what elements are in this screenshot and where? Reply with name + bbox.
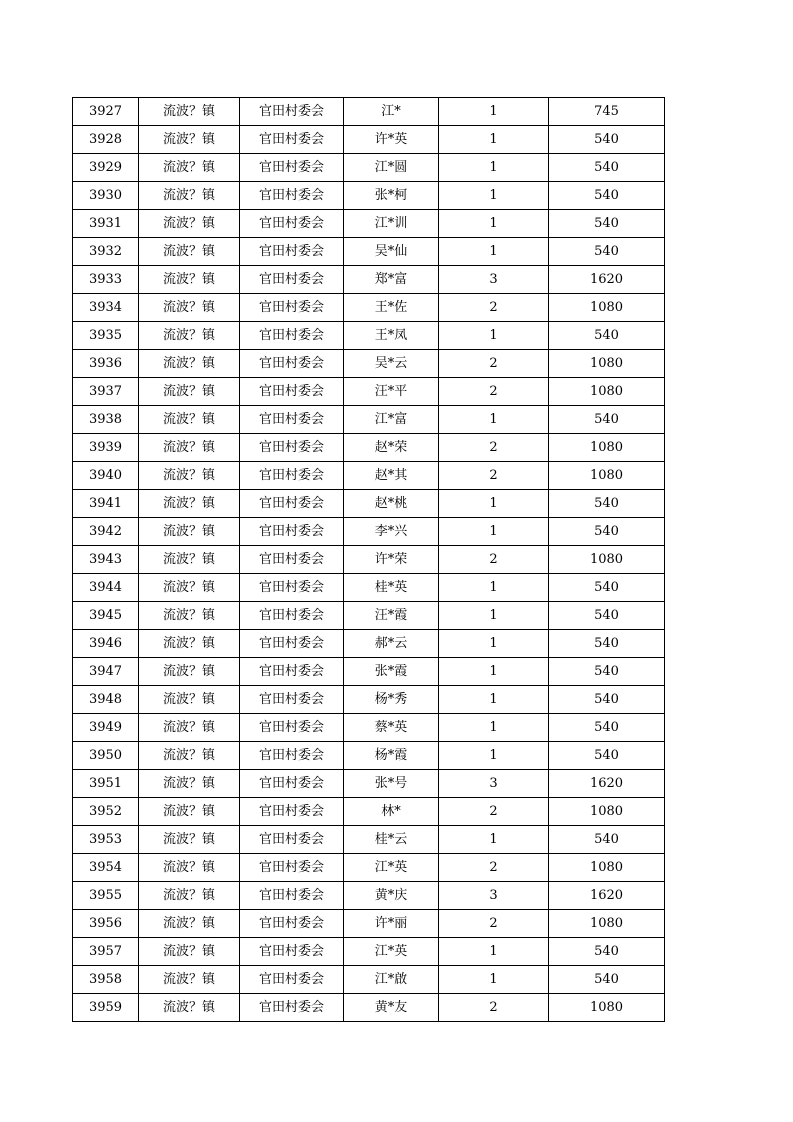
serial-number-cell: 3953 — [73, 826, 139, 854]
name-cell: 江*富 — [344, 406, 439, 434]
table-row — [73, 154, 665, 182]
count-cell: 1 — [439, 630, 549, 658]
table-row — [73, 770, 665, 798]
serial-number-cell: 3941 — [73, 490, 139, 518]
village-committee-cell: 官田村委会 — [240, 826, 344, 854]
town-cell: 流波？镇 — [139, 994, 240, 1022]
town-cell: 流波？镇 — [139, 210, 240, 238]
village-committee-cell: 官田村委会 — [240, 854, 344, 882]
table-row — [73, 462, 665, 490]
count-cell: 2 — [439, 546, 549, 574]
serial-number-cell: 3955 — [73, 882, 139, 910]
count-cell: 1 — [439, 182, 549, 210]
count-cell: 1 — [439, 742, 549, 770]
table-row — [73, 658, 665, 686]
village-committee-cell: 官田村委会 — [240, 490, 344, 518]
serial-number-cell: 3954 — [73, 854, 139, 882]
amount-cell: 540 — [549, 182, 665, 210]
serial-number-cell: 3932 — [73, 238, 139, 266]
serial-number-cell: 3951 — [73, 770, 139, 798]
count-cell: 1 — [439, 574, 549, 602]
count-cell: 1 — [439, 658, 549, 686]
count-cell: 1 — [439, 406, 549, 434]
table-row — [73, 602, 665, 630]
document-sheet — [72, 97, 665, 1022]
village-committee-cell: 官田村委会 — [240, 266, 344, 294]
village-committee-cell: 官田村委会 — [240, 294, 344, 322]
amount-cell: 540 — [549, 714, 665, 742]
count-cell: 2 — [439, 462, 549, 490]
amount-cell: 540 — [549, 686, 665, 714]
town-cell: 流波？镇 — [139, 126, 240, 154]
village-committee-cell: 官田村委会 — [240, 714, 344, 742]
table-row — [73, 350, 665, 378]
count-cell: 1 — [439, 518, 549, 546]
name-cell: 许*英 — [344, 126, 439, 154]
count-cell: 3 — [439, 882, 549, 910]
village-committee-cell: 官田村委会 — [240, 910, 344, 938]
table-row — [73, 238, 665, 266]
village-committee-cell: 官田村委会 — [240, 798, 344, 826]
name-cell: 江*英 — [344, 854, 439, 882]
amount-cell: 1080 — [549, 378, 665, 406]
table-row — [73, 966, 665, 994]
serial-number-cell: 3943 — [73, 546, 139, 574]
amount-cell: 1620 — [549, 882, 665, 910]
count-cell: 1 — [439, 826, 549, 854]
village-committee-cell: 官田村委会 — [240, 378, 344, 406]
village-committee-cell: 官田村委会 — [240, 434, 344, 462]
name-cell: 张*霞 — [344, 658, 439, 686]
table-row — [73, 714, 665, 742]
amount-cell: 540 — [549, 210, 665, 238]
serial-number-cell: 3936 — [73, 350, 139, 378]
table-row — [73, 434, 665, 462]
name-cell: 吴*云 — [344, 350, 439, 378]
serial-number-cell: 3930 — [73, 182, 139, 210]
serial-number-cell: 3945 — [73, 602, 139, 630]
name-cell: 李*兴 — [344, 518, 439, 546]
name-cell: 许*荣 — [344, 546, 439, 574]
count-cell: 1 — [439, 966, 549, 994]
amount-cell: 1080 — [549, 350, 665, 378]
amount-cell: 540 — [549, 742, 665, 770]
count-cell: 1 — [439, 490, 549, 518]
village-committee-cell: 官田村委会 — [240, 126, 344, 154]
village-committee-cell: 官田村委会 — [240, 546, 344, 574]
name-cell: 张*柯 — [344, 182, 439, 210]
name-cell: 汪*霞 — [344, 602, 439, 630]
amount-cell: 1080 — [549, 462, 665, 490]
table-row — [73, 378, 665, 406]
serial-number-cell: 3944 — [73, 574, 139, 602]
town-cell: 流波？镇 — [139, 266, 240, 294]
amount-cell: 1080 — [549, 854, 665, 882]
amount-cell: 540 — [549, 630, 665, 658]
table-row — [73, 322, 665, 350]
amount-cell: 540 — [549, 574, 665, 602]
name-cell: 汪*平 — [344, 378, 439, 406]
count-cell: 2 — [439, 854, 549, 882]
amount-cell: 540 — [549, 602, 665, 630]
count-cell: 1 — [439, 238, 549, 266]
town-cell: 流波？镇 — [139, 658, 240, 686]
serial-number-cell: 3933 — [73, 266, 139, 294]
town-cell: 流波？镇 — [139, 742, 240, 770]
serial-number-cell: 3928 — [73, 126, 139, 154]
table-row — [73, 994, 665, 1022]
amount-cell: 540 — [549, 826, 665, 854]
village-committee-cell: 官田村委会 — [240, 574, 344, 602]
amount-cell: 540 — [549, 658, 665, 686]
table-row — [73, 546, 665, 574]
amount-cell: 745 — [549, 98, 665, 126]
town-cell: 流波？镇 — [139, 826, 240, 854]
village-committee-cell: 官田村委会 — [240, 238, 344, 266]
town-cell: 流波？镇 — [139, 490, 240, 518]
town-cell: 流波？镇 — [139, 798, 240, 826]
serial-number-cell: 3929 — [73, 154, 139, 182]
table-row — [73, 854, 665, 882]
serial-number-cell: 3948 — [73, 686, 139, 714]
count-cell: 2 — [439, 994, 549, 1022]
count-cell: 2 — [439, 434, 549, 462]
name-cell: 吴*仙 — [344, 238, 439, 266]
table-row — [73, 938, 665, 966]
village-committee-cell: 官田村委会 — [240, 210, 344, 238]
town-cell: 流波？镇 — [139, 350, 240, 378]
count-cell: 3 — [439, 266, 549, 294]
serial-number-cell: 3952 — [73, 798, 139, 826]
table-row — [73, 98, 665, 126]
town-cell: 流波？镇 — [139, 462, 240, 490]
town-cell: 流波？镇 — [139, 854, 240, 882]
count-cell: 1 — [439, 686, 549, 714]
town-cell: 流波？镇 — [139, 322, 240, 350]
count-cell: 2 — [439, 350, 549, 378]
name-cell: 江*啟 — [344, 966, 439, 994]
table-body — [73, 98, 665, 1022]
name-cell: 赵*桃 — [344, 490, 439, 518]
name-cell: 桂*英 — [344, 574, 439, 602]
table-row — [73, 686, 665, 714]
amount-cell: 540 — [549, 322, 665, 350]
name-cell: 赵*其 — [344, 462, 439, 490]
table-row — [73, 266, 665, 294]
village-committee-cell: 官田村委会 — [240, 686, 344, 714]
serial-number-cell: 3934 — [73, 294, 139, 322]
town-cell: 流波？镇 — [139, 770, 240, 798]
town-cell: 流波？镇 — [139, 378, 240, 406]
town-cell: 流波？镇 — [139, 182, 240, 210]
table-row — [73, 742, 665, 770]
village-committee-cell: 官田村委会 — [240, 658, 344, 686]
village-committee-cell: 官田村委会 — [240, 994, 344, 1022]
town-cell: 流波？镇 — [139, 938, 240, 966]
name-cell: 许*丽 — [344, 910, 439, 938]
town-cell: 流波？镇 — [139, 154, 240, 182]
amount-cell: 540 — [549, 238, 665, 266]
table-row — [73, 406, 665, 434]
name-cell: 杨*秀 — [344, 686, 439, 714]
count-cell: 1 — [439, 322, 549, 350]
name-cell: 杨*霞 — [344, 742, 439, 770]
name-cell: 江*英 — [344, 938, 439, 966]
amount-cell: 1080 — [549, 434, 665, 462]
amount-cell: 540 — [549, 406, 665, 434]
town-cell: 流波？镇 — [139, 98, 240, 126]
amount-cell: 1080 — [549, 798, 665, 826]
village-committee-cell: 官田村委会 — [240, 182, 344, 210]
serial-number-cell: 3959 — [73, 994, 139, 1022]
village-committee-cell: 官田村委会 — [240, 882, 344, 910]
name-cell: 王*佐 — [344, 294, 439, 322]
amount-cell: 1080 — [549, 994, 665, 1022]
serial-number-cell: 3947 — [73, 658, 139, 686]
town-cell: 流波？镇 — [139, 686, 240, 714]
serial-number-cell: 3949 — [73, 714, 139, 742]
town-cell: 流波？镇 — [139, 574, 240, 602]
village-committee-cell: 官田村委会 — [240, 630, 344, 658]
name-cell: 蔡*英 — [344, 714, 439, 742]
name-cell: 张*号 — [344, 770, 439, 798]
name-cell: 林* — [344, 798, 439, 826]
town-cell: 流波？镇 — [139, 434, 240, 462]
count-cell: 1 — [439, 126, 549, 154]
serial-number-cell: 3957 — [73, 938, 139, 966]
table-row — [73, 826, 665, 854]
town-cell: 流波？镇 — [139, 518, 240, 546]
amount-cell: 540 — [549, 966, 665, 994]
village-committee-cell: 官田村委会 — [240, 742, 344, 770]
serial-number-cell: 3935 — [73, 322, 139, 350]
serial-number-cell: 3958 — [73, 966, 139, 994]
table-row — [73, 574, 665, 602]
village-committee-cell: 官田村委会 — [240, 770, 344, 798]
village-committee-cell: 官田村委会 — [240, 322, 344, 350]
serial-number-cell: 3956 — [73, 910, 139, 938]
count-cell: 1 — [439, 98, 549, 126]
name-cell: 黄*友 — [344, 994, 439, 1022]
count-cell: 1 — [439, 154, 549, 182]
amount-cell: 540 — [549, 938, 665, 966]
count-cell: 2 — [439, 294, 549, 322]
name-cell: 江* — [344, 98, 439, 126]
count-cell: 1 — [439, 938, 549, 966]
table-row — [73, 798, 665, 826]
amount-cell: 1080 — [549, 910, 665, 938]
village-committee-cell: 官田村委会 — [240, 406, 344, 434]
amount-cell: 1080 — [549, 294, 665, 322]
town-cell: 流波？镇 — [139, 630, 240, 658]
village-committee-cell: 官田村委会 — [240, 98, 344, 126]
table-row — [73, 126, 665, 154]
name-cell: 桂*云 — [344, 826, 439, 854]
village-committee-cell: 官田村委会 — [240, 602, 344, 630]
table-row — [73, 490, 665, 518]
serial-number-cell: 3927 — [73, 98, 139, 126]
town-cell: 流波？镇 — [139, 882, 240, 910]
amount-cell: 1620 — [549, 266, 665, 294]
serial-number-cell: 3931 — [73, 210, 139, 238]
count-cell: 2 — [439, 378, 549, 406]
serial-number-cell: 3950 — [73, 742, 139, 770]
village-committee-cell: 官田村委会 — [240, 518, 344, 546]
village-committee-cell: 官田村委会 — [240, 154, 344, 182]
count-cell: 1 — [439, 602, 549, 630]
serial-number-cell: 3938 — [73, 406, 139, 434]
serial-number-cell: 3939 — [73, 434, 139, 462]
town-cell: 流波？镇 — [139, 546, 240, 574]
table-row — [73, 882, 665, 910]
town-cell: 流波？镇 — [139, 238, 240, 266]
town-cell: 流波？镇 — [139, 406, 240, 434]
count-cell: 1 — [439, 210, 549, 238]
amount-cell: 1620 — [549, 770, 665, 798]
village-committee-cell: 官田村委会 — [240, 462, 344, 490]
amount-cell: 540 — [549, 126, 665, 154]
town-cell: 流波？镇 — [139, 966, 240, 994]
data-table — [72, 97, 665, 1022]
count-cell: 2 — [439, 910, 549, 938]
amount-cell: 540 — [549, 490, 665, 518]
serial-number-cell: 3937 — [73, 378, 139, 406]
town-cell: 流波？镇 — [139, 602, 240, 630]
count-cell: 3 — [439, 770, 549, 798]
table-row — [73, 182, 665, 210]
count-cell: 2 — [439, 798, 549, 826]
town-cell: 流波？镇 — [139, 910, 240, 938]
name-cell: 黄*庆 — [344, 882, 439, 910]
amount-cell: 1080 — [549, 546, 665, 574]
table-row — [73, 294, 665, 322]
village-committee-cell: 官田村委会 — [240, 938, 344, 966]
name-cell: 赵*荣 — [344, 434, 439, 462]
serial-number-cell: 3940 — [73, 462, 139, 490]
amount-cell: 540 — [549, 518, 665, 546]
town-cell: 流波？镇 — [139, 714, 240, 742]
town-cell: 流波？镇 — [139, 294, 240, 322]
name-cell: 郑*富 — [344, 266, 439, 294]
serial-number-cell: 3946 — [73, 630, 139, 658]
name-cell: 江*圆 — [344, 154, 439, 182]
table-row — [73, 910, 665, 938]
table-row — [73, 518, 665, 546]
name-cell: 王*凤 — [344, 322, 439, 350]
serial-number-cell: 3942 — [73, 518, 139, 546]
table-row — [73, 630, 665, 658]
village-committee-cell: 官田村委会 — [240, 350, 344, 378]
name-cell: 郝*云 — [344, 630, 439, 658]
name-cell: 江*训 — [344, 210, 439, 238]
count-cell: 1 — [439, 714, 549, 742]
village-committee-cell: 官田村委会 — [240, 966, 344, 994]
amount-cell: 540 — [549, 154, 665, 182]
table-row — [73, 210, 665, 238]
